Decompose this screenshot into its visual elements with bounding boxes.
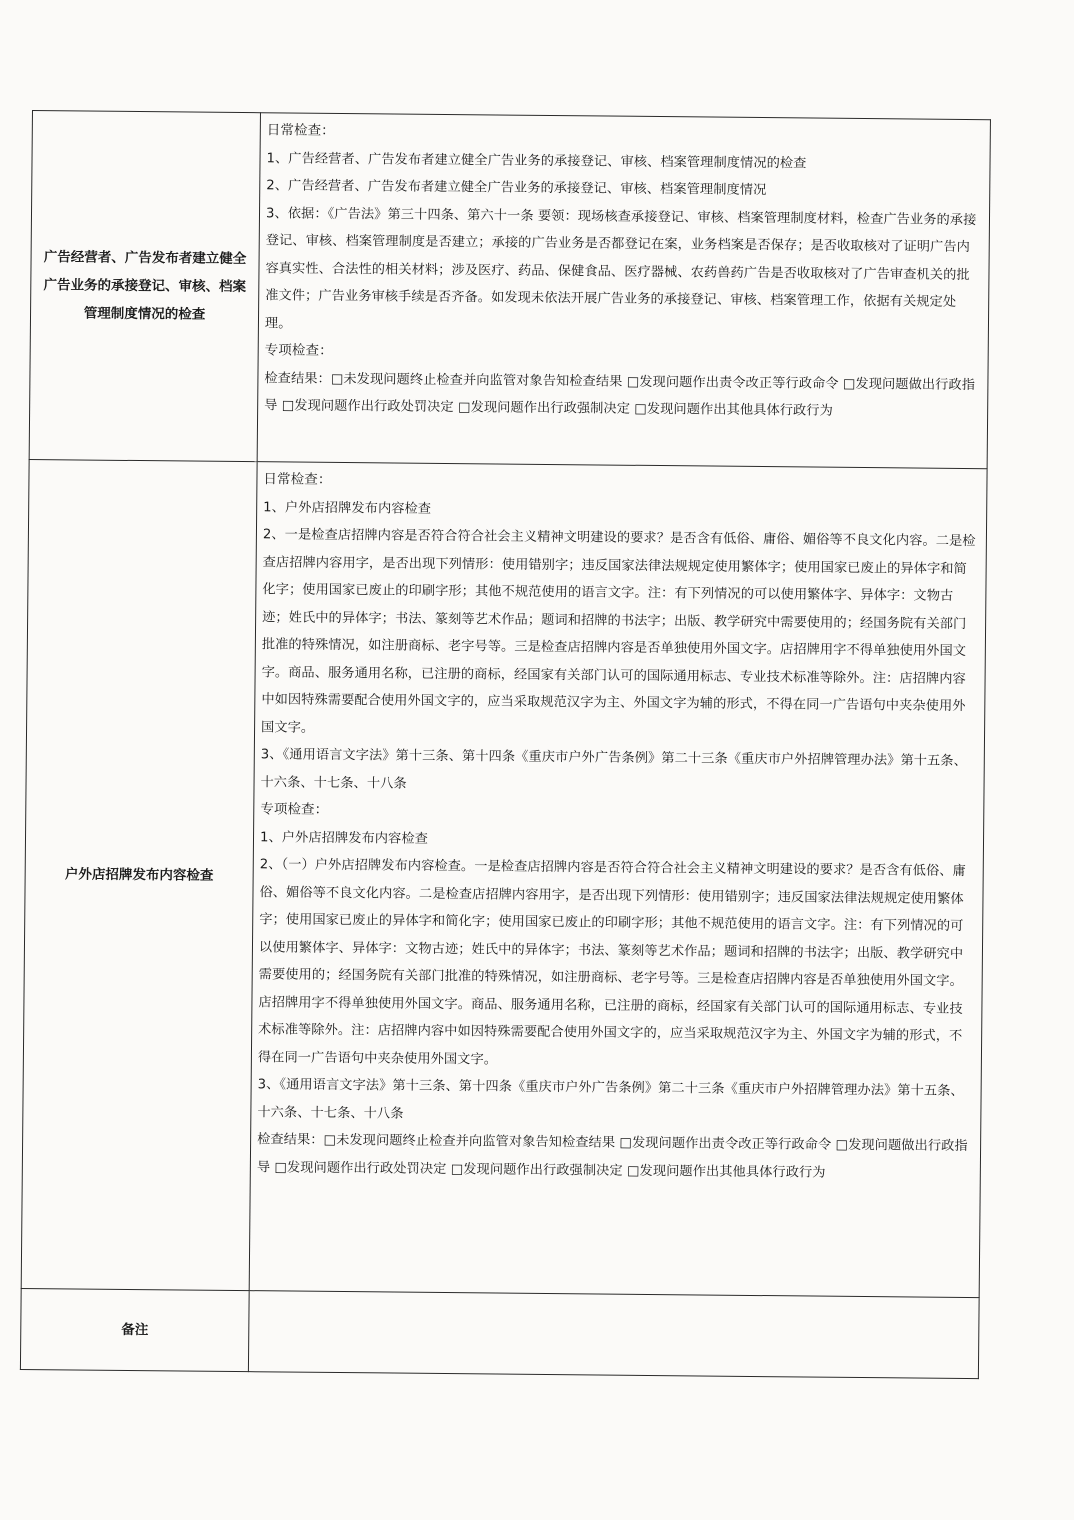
daily-check-item: 2、一是检查店招牌内容是否符合符合社会主义精神文明建设的要求？是否含有低俗、庸俗、媚俗等不良文化内容。二是检查店招牌内容用字，是否出现下列情形：使用错别字；违反国家法律法规规定使用繁体字；使用国家已废止的异体字和简化字；使用国家已废止的印刷字形；其他不规范使用的语言文字。注：有下列情况的可以使用繁体字、异体字：文物古迹；姓氏中的异体字；书法、篆刻等艺术作品；题词和招牌的书法字；出版、教学研究中需要使用的；经国务院有关部门批准的特殊情况，如注册商标、老字号等。三是检查店招牌内容是否单独使用外国文字。店招牌用字不得单独使用外国文字。商品、服务通用名称，已注册的商标，经国家有关部门认可的国际通用标志、专业技术标准等除外。注：店招牌内容中如因特殊需要配合使用外国文字的，应当采取规范汉字为主、外国文字为辅的形式，不得在同一广告语句中夹杂使用外国文字。 <box>261 527 976 736</box>
table-row <box>29 111 990 469</box>
special-check-title: 专项检查： <box>260 801 329 818</box>
row-content <box>257 113 990 469</box>
special-check-title: 专项检查： <box>264 342 333 359</box>
row-label: 广告经营者、广告发布者建立健全广告业务的承接登记、审核、档案管理制度情况的检查 <box>29 111 260 462</box>
row-content <box>249 462 987 1298</box>
special-check-item: 1、户外店招牌发布内容检查 <box>259 829 429 847</box>
check-result: 检查结果：□未发现问题终止检查并向监管对象告知检查结果 □发现问题作出责令改正等行政命令 □发现问题做出行政指导 □发现问题作出行政处罚决定 □发现问题作出行政强制决定 □发现问题作出其他具体行政行为 <box>256 1132 968 1181</box>
inspection-table <box>20 110 991 1379</box>
table-row <box>20 1288 979 1378</box>
remarks-label: 备注 <box>20 1288 249 1371</box>
table-row <box>21 459 987 1297</box>
daily-check-item: 2、广告经营者、广告发布者建立健全广告业务的承接登记、审核、档案管理制度情况 <box>266 178 767 199</box>
daily-check-item: 1、广告经营者、广告发布者建立健全广告业务的承接登记、审核、档案管理制度情况的检查 <box>266 150 807 171</box>
daily-check-title: 日常检查： <box>266 122 335 139</box>
daily-check-title: 日常检查： <box>263 471 332 488</box>
special-check-item: 3、《通用语言文字法》第十三条、第十四条《重庆市户外广告条例》第二十三条《重庆市户外招牌管理办法》第十五条、十六条、十七条、十八条 <box>257 1077 964 1122</box>
special-check-item: 2、（一）户外店招牌发布内容检查。一是检查店招牌内容是否符合符合社会主义精神文明建设的要求？是否含有低俗、庸俗、媚俗等不良文化内容。二是检查店招牌内容用字，是否出现下列情形：使用错别字；违反国家法律法规规定使用繁体字；使用国家已废止的异体字和简化字；使用国家已废止的印刷字形；其他不规范使用的语言文字。注：有下列情况的可以使用繁体字、异体字：文物古迹；姓氏中的异体字；书法、篆刻等艺术作品；题词和招牌的书法字；出版、教学研究中需要使用的；经国务院有关部门批准的特殊情况，如注册商标、老字号等。三是检查店招牌内容是否单独使用外国文字。店招牌用字不得单独使用外国文字。商品、服务通用名称，已注册的商标，经国家有关部门认可的国际通用标志、专业技术标准等除外。注：店招牌内容中如因特殊需要配合使用外国文字的，应当采取规范汉字为主、外国文字为辅的形式，不得在同一广告语句中夹杂使用外国文字。 <box>257 857 966 1068</box>
check-result: 检查结果：□未发现问题终止检查并向监管对象告知检查结果 □发现问题作出责令改正等行政命令 □发现问题做出行政指导 □发现问题作出行政处罚决定 □发现问题作出行政强制决定 □发现问题作出其他具体行政行为 <box>264 370 976 419</box>
daily-check-item: 3、《通用语言文字法》第十三条、第十四条《重庆市户外广告条例》第二十三条《重庆市户外招牌管理办法》第十五条、十六条、十七条、十八条 <box>260 747 967 792</box>
daily-check-item: 3、依据：《广告法》第三十四条、第六十一条 要领：现场核查承接登记、审核、档案管理制度材料，检查广告业务的承接登记、审核、档案管理制度是否建立；承接的广告业务是否都登记在案，业务档案是否保存；是否收取核对了证明广告内容真实性、合法性的相关材料；涉及医疗、药品、保健食品、医疗器械、农药兽药广告是否收取核对了广告审查机关的批准文件；广告业务审核手续是否齐备。如发现未依法开展广告业务的承接登记、审核、档案管理工作，依据有关规定处理。 <box>264 205 977 332</box>
remarks-value <box>248 1291 979 1379</box>
daily-check-item: 1、户外店招牌发布内容检查 <box>263 499 432 517</box>
row-label: 户外店招牌发布内容检查 <box>21 459 257 1290</box>
